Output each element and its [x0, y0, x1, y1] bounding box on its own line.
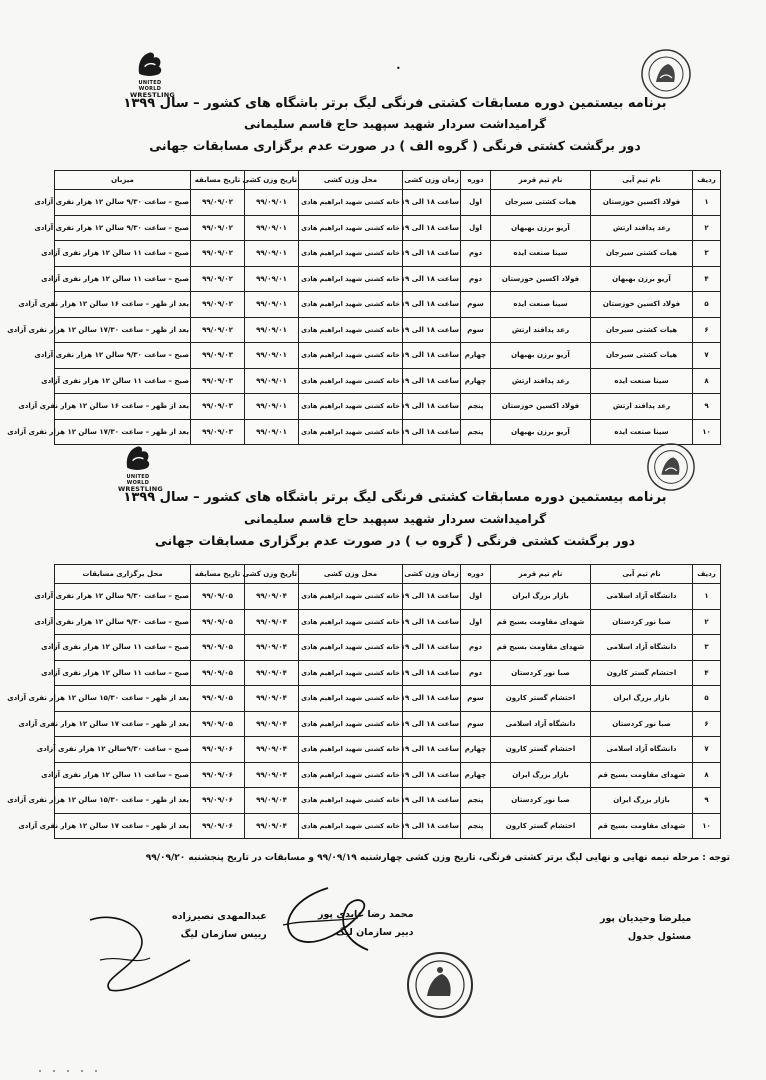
col-header: ردیف — [693, 171, 721, 190]
col-header: ردیف — [693, 565, 721, 584]
table-cell: خانه کشتی شهید ابراهیم هادی — [299, 711, 403, 737]
section-a-titles — [110, 96, 680, 154]
col-header: تاریخ وزن کشی — [245, 171, 299, 190]
table-cell: ۹۹/۰۹/۰۱ — [245, 394, 299, 420]
table-cell: ۹۹/۰۹/۰۲ — [191, 266, 245, 292]
table-row — [55, 394, 721, 420]
table-cell: هیات کشتی سیرجان — [491, 190, 591, 216]
table-cell: شهدای مقاومت بسیج قم — [491, 609, 591, 635]
table-cell: ۹۹/۰۹/۰۱ — [245, 292, 299, 318]
table-row — [55, 737, 721, 763]
table-cell: صبح – ساعت ۱۱ سالن ۱۲ هزار نفری آزادی — [55, 241, 191, 267]
table-cell: خانه کشتی شهید ابراهیم هادی — [299, 317, 403, 343]
table-cell: ۹۹/۰۹/۰۵ — [191, 660, 245, 686]
table-cell: ۵ — [693, 292, 721, 318]
table-cell: ۹۹/۰۹/۰۵ — [191, 686, 245, 712]
table-cell: دوم — [461, 241, 491, 267]
table-cell: صبح – ساعت ۹/۳۰ سالن ۱۲ هزار نفری آزادی — [55, 584, 191, 610]
table-row — [55, 711, 721, 737]
table-cell: خانه کشتی شهید ابراهیم هادی — [299, 609, 403, 635]
table-cell: سوم — [461, 711, 491, 737]
uww-logo-middle — [118, 440, 163, 493]
table-cell: ۹۹/۰۹/۰۳ — [191, 343, 245, 369]
table-cell: خانه کشتی شهید ابراهیم هادی — [299, 241, 403, 267]
table-row — [55, 813, 721, 839]
table-cell: ۹۹/۰۹/۰۴ — [245, 813, 299, 839]
col-header: زمان وزن کشی — [403, 171, 461, 190]
table-cell: سوم — [461, 317, 491, 343]
table-cell: بعد از ظهر – ساعت ۱۶ سالن ۱۲ هزار نفری آزادی — [55, 292, 191, 318]
section-b-title1: برنامه بیستمین دوره مسابقات کشتی فرنگی لیگ برتر باشگاه های کشور – سال ۱۳۹۹ — [123, 490, 667, 505]
table-cell: خانه کشتی شهید ابراهیم هادی — [299, 737, 403, 763]
table-cell: آریو برزن بهبهان — [591, 266, 693, 292]
table-row — [55, 788, 721, 814]
table-row — [55, 635, 721, 661]
table-cell: هیات کشتی سیرجان — [591, 343, 693, 369]
table-cell: ۹۹/۰۹/۰۱ — [245, 368, 299, 394]
table-row — [55, 317, 721, 343]
table-cell: چهارم — [461, 343, 491, 369]
table-cell: چهارم — [461, 368, 491, 394]
league-stamp-icon — [405, 950, 475, 1020]
uww-logo-top — [130, 46, 175, 99]
table-cell: اول — [461, 190, 491, 216]
table-row — [55, 609, 721, 635]
table-cell: ساعت ۱۸ الی ۱۹ — [403, 241, 461, 267]
col-header: دوره — [461, 171, 491, 190]
table-cell: ۱ — [693, 190, 721, 216]
table-cell: ۹۹/۰۹/۰۵ — [191, 635, 245, 661]
table-row — [55, 266, 721, 292]
table-cell: ۸ — [693, 762, 721, 788]
table-cell: ۹۹/۰۹/۰۵ — [191, 711, 245, 737]
table-cell: ۱۰ — [693, 813, 721, 839]
signature-block-right — [600, 910, 691, 946]
table-cell: پنجم — [461, 419, 491, 445]
table-row — [55, 215, 721, 241]
table-cell: صبح – ساعت ۹/۳۰ سالن ۱۲ هزار نفری آزادی — [55, 190, 191, 216]
table-cell: ۲ — [693, 609, 721, 635]
table-cell: ۹۹/۰۹/۰۲ — [191, 190, 245, 216]
table-cell: فولاد اکسین خوزستان — [491, 394, 591, 420]
table-cell: اول — [461, 609, 491, 635]
table-cell: ۹۹/۰۹/۰۳ — [191, 368, 245, 394]
signatory-role: رییس سازمان لیگ — [180, 929, 267, 941]
table-cell: خانه کشتی شهید ابراهیم هادی — [299, 584, 403, 610]
table-cell: ۹۹/۰۹/۰۴ — [245, 737, 299, 763]
table-cell: بازار بزرگ ایران — [491, 584, 591, 610]
table-cell: چهارم — [461, 737, 491, 763]
table-cell: سینا صنعت ایذه — [491, 241, 591, 267]
section-a-title2: گرامیداشت سردار شهید سپهبد حاج قاسم سلیمانی — [243, 117, 547, 132]
table-cell: ۹۹/۰۹/۰۴ — [245, 711, 299, 737]
schedule-table-group-b — [7, 564, 721, 839]
table-cell: فولاد اکسین خوزستان — [591, 190, 693, 216]
table-cell: خانه کشتی شهید ابراهیم هادی — [299, 419, 403, 445]
table-row — [55, 241, 721, 267]
table-cell: احتشام گستر کارون — [491, 686, 591, 712]
table-cell: ۹۹/۰۹/۰۶ — [191, 813, 245, 839]
table-cell: ۷ — [693, 343, 721, 369]
col-header: محل وزن کشی — [299, 171, 403, 190]
table-cell: ۹۹/۰۹/۰۱ — [245, 241, 299, 267]
table-cell: ساعت ۱۸ الی ۱۹ — [403, 635, 461, 661]
section-b-title3: دور برگشت کشتی فرنگی ( گروه ب ) در صورت عدم برگزاری مسابقات جهانی — [154, 533, 636, 549]
table-cell: ساعت ۱۸ الی ۱۹ — [403, 343, 461, 369]
table-cell: رعد پدافند ارتش — [591, 215, 693, 241]
table-cell: بعد از ظهر – ساعت ۱۷/۳۰ سالن ۱۲ هزار نفری آزادی — [55, 419, 191, 445]
table-cell: ۵ — [693, 686, 721, 712]
table-cell: ۸ — [693, 368, 721, 394]
col-header: میزبان — [55, 171, 191, 190]
col-header: زمان وزن کشی — [403, 565, 461, 584]
schedule-table-group-a — [7, 170, 721, 445]
col-header: تاریخ مسابقه — [191, 565, 245, 584]
handwritten-signature-middle — [268, 880, 378, 960]
table-cell: صبح – ساعت ۹/۳۰ سالن ۱۲ هزار نفری آزادی — [55, 343, 191, 369]
table-cell: بازار بزرگ ایران — [591, 686, 693, 712]
table-cell: خانه کشتی شهید ابراهیم هادی — [299, 292, 403, 318]
table-cell: هیات کشتی سیرجان — [591, 317, 693, 343]
table-row — [55, 190, 721, 216]
top-mark: • — [396, 64, 401, 73]
federation-seal-icon — [646, 442, 696, 492]
table-cell: ۹۹/۰۹/۰۱ — [245, 343, 299, 369]
table-cell: ۹۹/۰۹/۰۶ — [191, 737, 245, 763]
table-cell: خانه کشتی شهید ابراهیم هادی — [299, 343, 403, 369]
table-cell: سینا صنعت ایذه — [591, 368, 693, 394]
table-cell: خانه کشتی شهید ابراهیم هادی — [299, 266, 403, 292]
table-cell: ساعت ۱۸ الی ۱۹ — [403, 711, 461, 737]
uww-emblem-icon — [132, 46, 168, 80]
table-cell: احتشام گستر کارون — [491, 813, 591, 839]
table-cell: ۹۹/۰۹/۰۴ — [245, 660, 299, 686]
table-cell: بازار بزرگ ایران — [591, 788, 693, 814]
table-cell: ۹۹/۰۹/۰۵ — [191, 609, 245, 635]
table-cell: ۹۹/۰۹/۰۱ — [245, 190, 299, 216]
table-cell: آریو برزن بهبهان — [491, 343, 591, 369]
table-cell: خانه کشتی شهید ابراهیم هادی — [299, 394, 403, 420]
table-cell: ۶ — [693, 317, 721, 343]
table-cell: ۹۹/۰۹/۰۲ — [191, 292, 245, 318]
table-cell: ۹۹/۰۹/۰۶ — [191, 762, 245, 788]
table-cell: صبا نور کردستان — [491, 660, 591, 686]
table-cell: ۹۹/۰۹/۰۳ — [191, 419, 245, 445]
table-cell: خانه کشتی شهید ابراهیم هادی — [299, 813, 403, 839]
col-header: نام تیم آبی — [591, 565, 693, 584]
table-row — [55, 584, 721, 610]
table-cell: آریو برزن بهبهان — [491, 419, 591, 445]
table-row — [55, 343, 721, 369]
table-header-row — [55, 171, 721, 190]
table-cell: صبا نور کردستان — [491, 788, 591, 814]
table-cell: فولاد اکسین خوزستان — [491, 266, 591, 292]
table-cell: صبح – ساعت ۱۱ سالن ۱۲ هزار نفری آزادی — [55, 266, 191, 292]
table-cell: ساعت ۱۸ الی ۱۹ — [403, 686, 461, 712]
table-cell: ساعت ۱۸ الی ۱۹ — [403, 266, 461, 292]
table-cell: آریو برزن بهبهان — [491, 215, 591, 241]
table-cell: صبح – ساعت ۹/۳۰سالن ۱۲ هزار نفری آزادی — [55, 737, 191, 763]
signatory-name: میلرضا وحیدیان پور — [600, 913, 692, 924]
table-cell: صبح – ساعت ۹/۳۰ سالن ۱۲ هزار نفری آزادی — [55, 215, 191, 241]
table-cell: دوم — [461, 635, 491, 661]
table-cell: خانه کشتی شهید ابراهیم هادی — [299, 660, 403, 686]
signatory-role: دبیر سازمان لیگ — [335, 927, 414, 939]
table-cell: ۲ — [693, 215, 721, 241]
table-cell: ۹۹/۰۹/۰۱ — [245, 266, 299, 292]
table-cell: ساعت ۱۸ الی ۱۹ — [403, 394, 461, 420]
table-cell: هیات کشتی سیرجان — [591, 241, 693, 267]
table-cell: صبح – ساعت ۱۱ سالن ۱۲ هزار نفری آزادی — [55, 660, 191, 686]
table-cell: خانه کشتی شهید ابراهیم هادی — [299, 635, 403, 661]
table-cell: ۹۹/۰۹/۰۴ — [245, 762, 299, 788]
table-cell: ساعت ۱۸ الی ۱۹ — [403, 660, 461, 686]
table-cell: خانه کشتی شهید ابراهیم هادی — [299, 190, 403, 216]
table-cell: ۹ — [693, 394, 721, 420]
table-cell: ۹۹/۰۹/۰۱ — [245, 317, 299, 343]
table-cell: ۹۹/۰۹/۰۱ — [245, 215, 299, 241]
table-cell: ساعت ۱۸ الی ۱۹ — [403, 813, 461, 839]
table-cell: دانشگاه آزاد اسلامی — [591, 635, 693, 661]
table-cell: ۳ — [693, 241, 721, 267]
table-cell: ساعت ۱۸ الی ۱۹ — [403, 292, 461, 318]
table-cell: دانشگاه آزاد اسلامی — [591, 737, 693, 763]
signatory-role: مسئول جدول — [627, 931, 692, 943]
handwritten-signature-left — [80, 900, 200, 1000]
col-header: نام تیم قرمز — [491, 171, 591, 190]
table-row — [55, 686, 721, 712]
uww-emblem-icon — [120, 440, 156, 474]
table-row — [55, 660, 721, 686]
table-cell: دانشگاه آزاد اسلامی — [591, 584, 693, 610]
table-cell: ساعت ۱۸ الی ۱۹ — [403, 737, 461, 763]
col-header: نام تیم آبی — [591, 171, 693, 190]
logo-line1: UNITED WORLD — [126, 474, 150, 486]
table-cell: بعد از ظهر – ساعت ۱۵/۳۰ سالن ۱۲ هزار نفری آزادی — [55, 788, 191, 814]
table-cell: شهدای مقاومت بسیج قم — [591, 762, 693, 788]
table-cell: ۹۹/۰۹/۰۶ — [191, 788, 245, 814]
table-row — [55, 292, 721, 318]
table-cell: ۱۰ — [693, 419, 721, 445]
signatory-name: عبدالمهدی نصیرزاده — [172, 911, 267, 922]
table-cell: صبح – ساعت ۹/۳۰ سالن ۱۲ هزار نفری آزادی — [55, 609, 191, 635]
table-cell: ۹۹/۰۹/۰۴ — [245, 584, 299, 610]
table-cell: اول — [461, 584, 491, 610]
table-cell: ساعت ۱۸ الی ۱۹ — [403, 609, 461, 635]
table-cell: سوم — [461, 686, 491, 712]
table-cell: سینا صنعت ایذه — [591, 419, 693, 445]
table-cell: ۹۹/۰۹/۰۴ — [245, 609, 299, 635]
table-cell: دوم — [461, 660, 491, 686]
table-cell: خانه کشتی شهید ابراهیم هادی — [299, 788, 403, 814]
table-cell: بعد از ظهر – ساعت ۱۶ سالن ۱۲ هزار نفری آزادی — [55, 394, 191, 420]
table-cell: صبا نور کردستان — [591, 711, 693, 737]
table-cell: رعد پدافند ارتش — [591, 394, 693, 420]
table-cell: پنجم — [461, 788, 491, 814]
col-header: نام تیم قرمز — [491, 565, 591, 584]
section-b-titles — [110, 490, 680, 549]
table-cell: ۴ — [693, 266, 721, 292]
table-cell: ساعت ۱۸ الی ۱۹ — [403, 419, 461, 445]
table-cell: ۹۹/۰۹/۰۱ — [245, 419, 299, 445]
table-cell: چهارم — [461, 762, 491, 788]
table-cell: صبح – ساعت ۱۱ سالن ۱۲ هزار نفری آزادی — [55, 368, 191, 394]
table-cell: پنجم — [461, 813, 491, 839]
col-header: محل وزن کشی — [299, 565, 403, 584]
table-cell: بعد از ظهر – ساعت ۱۷ سالن ۱۲ هزار نفری آزادی — [55, 813, 191, 839]
table-row — [55, 762, 721, 788]
col-header: دوره — [461, 565, 491, 584]
table-cell: بازار بزرگ ایران — [491, 762, 591, 788]
table-cell: ساعت ۱۸ الی ۱۹ — [403, 788, 461, 814]
footnote: توجه : مرحله نیمه نهایی و نهایی لیگ برتر کشتی فرنگی، تاریخ وزن کشی چهارشنبه ۹۹/۰۹/۱۹ و مسابقات در تاریخ پنجشنبه ۹۹/۰۹/۲۰ — [145, 853, 730, 863]
table-cell: ۹۹/۰۹/۰۴ — [245, 788, 299, 814]
table-cell: خانه کشتی شهید ابراهیم هادی — [299, 215, 403, 241]
table-cell: ساعت ۱۸ الی ۱۹ — [403, 368, 461, 394]
logo-line2: WRESTLING — [130, 91, 175, 99]
table-cell: ۹۹/۰۹/۰۳ — [191, 394, 245, 420]
table-cell: صبح – ساعت ۱۱ سالن ۱۲ هزار نفری آزادی — [55, 635, 191, 661]
table-cell: ۱ — [693, 584, 721, 610]
table-cell: ساعت ۱۸ الی ۱۹ — [403, 762, 461, 788]
signatory-name: محمد رضا عابدی پور — [318, 909, 414, 920]
col-header: تاریخ وزن کشی — [245, 565, 299, 584]
table-cell: ساعت ۱۸ الی ۱۹ — [403, 215, 461, 241]
table-cell: ۹۹/۰۹/۰۲ — [191, 241, 245, 267]
table-cell: سوم — [461, 292, 491, 318]
table-cell: خانه کشتی شهید ابراهیم هادی — [299, 368, 403, 394]
table-cell: بعد از ظهر – ساعت ۱۵/۳۰ سالن ۱۲ هزار نفری آزادی — [55, 686, 191, 712]
page-edge-dots — [20, 1066, 220, 1076]
table-cell: ۶ — [693, 711, 721, 737]
table-cell: ۹۹/۰۹/۰۲ — [191, 317, 245, 343]
table-cell: اول — [461, 215, 491, 241]
table-cell: ۹۹/۰۹/۰۵ — [191, 584, 245, 610]
table-cell: رعد پدافند ارتش — [491, 317, 591, 343]
table-cell: دوم — [461, 266, 491, 292]
federation-seal-icon — [640, 48, 692, 100]
table-header-row — [55, 565, 721, 584]
table-cell: ۹۹/۰۹/۰۲ — [191, 215, 245, 241]
table-cell: احتشام گستر کارون — [591, 660, 693, 686]
table-cell: دانشگاه آزاد اسلامی — [491, 711, 591, 737]
table-cell: بعد از ظهر – ساعت ۱۷/۳۰ سالن ۱۲ هزار نفری آزادی — [55, 317, 191, 343]
table-cell: خانه کشتی شهید ابراهیم هادی — [299, 762, 403, 788]
table-cell: ۹۹/۰۹/۰۴ — [245, 635, 299, 661]
col-header: محل برگزاری مسابقات — [55, 565, 191, 584]
table-cell: ۹ — [693, 788, 721, 814]
table-cell: ساعت ۱۸ الی ۱۹ — [403, 190, 461, 216]
table-cell: احتشام گستر کارون — [491, 737, 591, 763]
section-b-title2: گرامیداشت سردار شهید سپهبد حاج قاسم سلیمانی — [243, 512, 547, 527]
table-cell: صبح – ساعت ۱۱ سالن ۱۲ هزار نفری آزادی — [55, 762, 191, 788]
table-cell: صبا نور کردستان — [591, 609, 693, 635]
section-a-title1: برنامه بیستمین دوره مسابقات کشتی فرنگی لیگ برتر باشگاه های کشور – سال ۱۳۹۹ — [123, 96, 667, 111]
table-cell: بعد از ظهر – ساعت ۱۷ سالن ۱۲ هزار نفری آزادی — [55, 711, 191, 737]
table-cell: ۳ — [693, 635, 721, 661]
table-cell: ۴ — [693, 660, 721, 686]
table-cell: شهدای مقاومت بسیج قم — [591, 813, 693, 839]
table-cell: فولاد اکسین خوزستان — [591, 292, 693, 318]
logo-line1: UNITED WORLD — [138, 80, 162, 92]
table-cell: خانه کشتی شهید ابراهیم هادی — [299, 686, 403, 712]
table-cell: ۷ — [693, 737, 721, 763]
table-cell: رعد پدافند ارتش — [491, 368, 591, 394]
table-row — [55, 368, 721, 394]
section-a-title3: دور برگشت کشتی فرنگی ( گروه الف ) در صورت عدم برگزاری مسابقات جهانی — [149, 138, 641, 154]
table-cell: ۹۹/۰۹/۰۴ — [245, 686, 299, 712]
table-cell: پنجم — [461, 394, 491, 420]
col-header: تاریخ مسابقه — [191, 171, 245, 190]
logo-line2: WRESTLING — [118, 485, 163, 493]
table-cell: ساعت ۱۸ الی ۱۹ — [403, 584, 461, 610]
table-cell: سینا صنعت ایذه — [491, 292, 591, 318]
table-cell: ساعت ۱۸ الی ۱۹ — [403, 317, 461, 343]
table-cell: شهدای مقاومت بسیج قم — [491, 635, 591, 661]
